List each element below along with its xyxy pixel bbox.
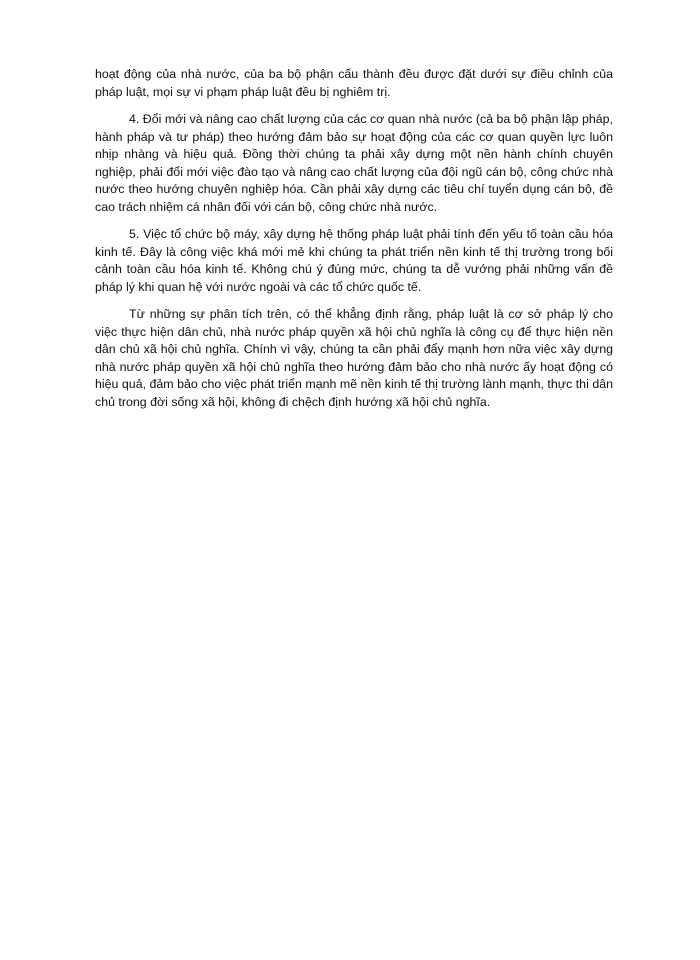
paragraph-continuation: hoạt động của nhà nước, của ba bộ phận cấu thành đều được đặt dưới sự điều chỉnh của pháp luật, mọi sự vi phạm pháp luật đều bị nghiêm trị.	[95, 67, 613, 99]
paragraph-conclusion: Từ những sự phân tích trên, có thể khẳng định rằng, pháp luật là cơ sở pháp lý cho việc thực hiện dân chủ, nhà nước pháp quyền xã hội chủ nghĩa là công cụ để thực hiện nền dân chủ xã hội chủ nghĩa. Chính vì vậy, chúng ta cần phải đẩy mạnh hơn nữa việc xây dựng nhà nước pháp quyền xã hội chủ nghĩa theo hướng đảm bảo cho nhà nước ấy hoạt động có hiệu quả, đảm bảo cho việc phát triển mạnh mẽ nền kinh tế thị trường lành mạnh, thực thi dân chủ trong đời sống xã hội, không đi chệch định hướng xã hội chủ nghĩa.	[95, 307, 613, 409]
paragraph-point-5: 5. Việc tổ chức bộ máy, xây dựng hệ thống pháp luật phải tính đến yếu tố toàn cầu hóa kinh tế. Đây là công việc khá mới mẻ khi chúng ta phát triển nền kinh tế thị trường trong bối cảnh toàn cầu hóa kinh tế. Không chú ý đúng mức, chúng ta dễ vướng phải những vấn đề pháp lý khi quan hệ với nước ngoài và các tổ chức quốc tế.	[95, 227, 613, 294]
document-body	[95, 66, 613, 421]
paragraph-point-4: 4. Đổi mới và nâng cao chất lượng của các cơ quan nhà nước (cả ba bộ phận lập pháp, hành pháp và tư pháp) theo hướng đảm bảo sự hoạt động của các cơ quan quyền lực luôn nhịp nhàng và hiệu quả. Đồng thời chúng ta phải xây dựng một nền hành chính chuyên nghiệp, phải đổi mới việc đào tạo và nâng cao chất lượng của đội ngũ cán bộ, công chức nhà nước theo hướng chuyên nghiệp hóa. Cần phải xây dựng các tiêu chí tuyển dụng cán bộ, đề cao trách nhiệm cá nhân đối với cán bộ, công chức nhà nước.	[95, 112, 613, 214]
